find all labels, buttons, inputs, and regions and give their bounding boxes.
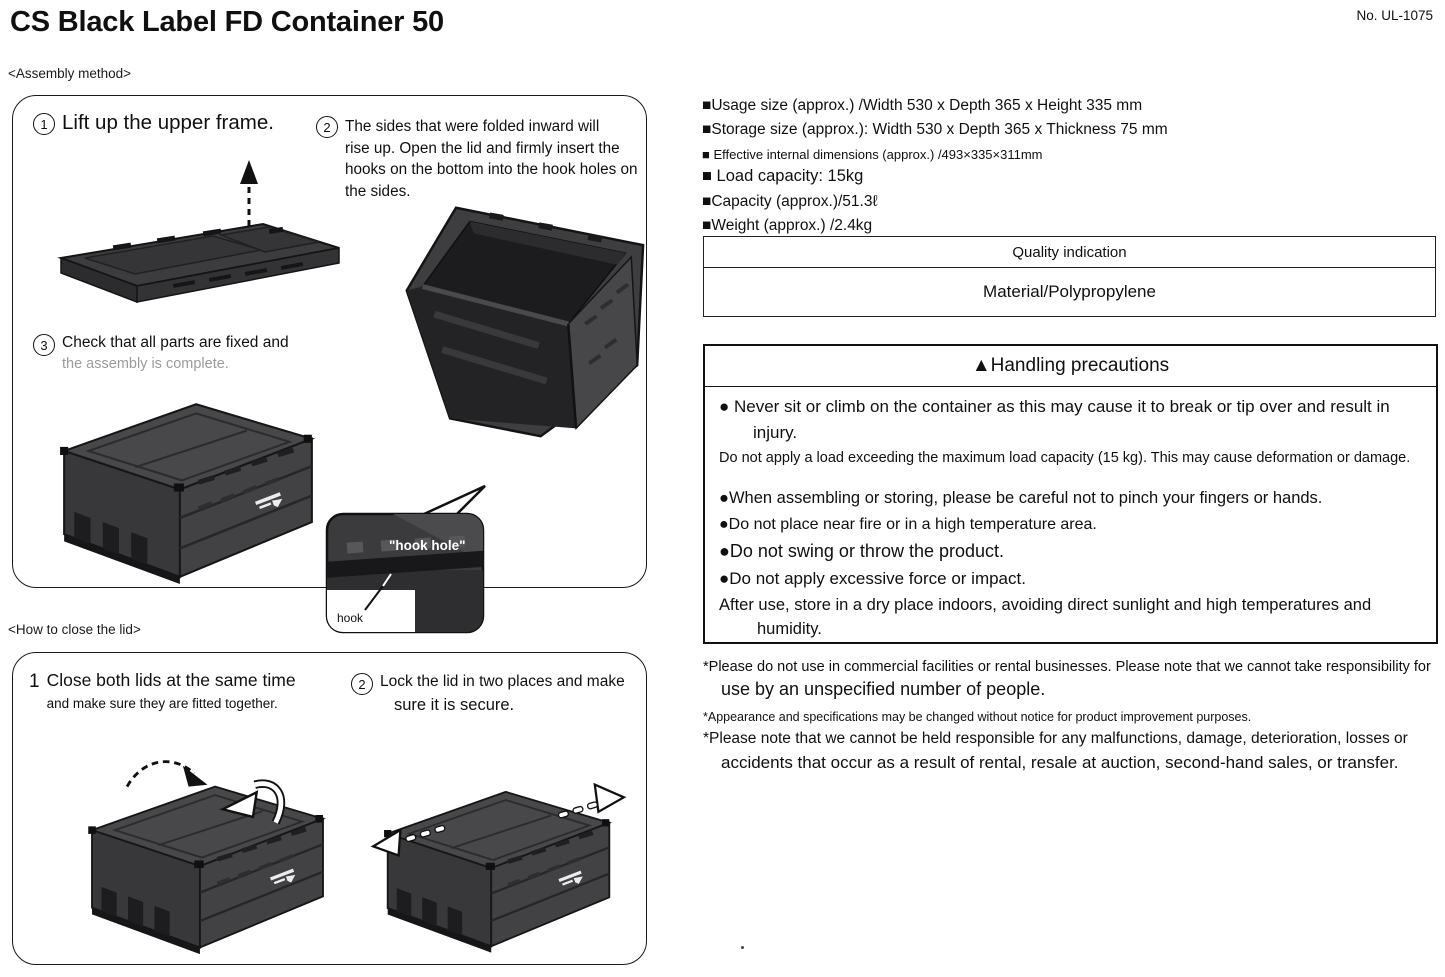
footnotes bbox=[703, 659, 1445, 773]
close-lids-container-image bbox=[75, 741, 340, 959]
step-number-circled: 2 bbox=[351, 673, 373, 695]
spec-list bbox=[702, 90, 1444, 235]
hook-hole-label: "hook hole" bbox=[389, 538, 466, 553]
lid-step-1 bbox=[29, 671, 296, 711]
quality-table-value: Material/Polypropylene bbox=[983, 282, 1156, 301]
spec-internal-dimensions: ■ Effective internal dimensions (approx.) /493×335×311mm bbox=[702, 147, 1043, 162]
footnote: *Please do not use in commercial facilities or rental businesses. Please note that we cannot take responsibility for bbox=[703, 659, 1431, 675]
text-line: rise up. Open the lid and firmly insert the bbox=[345, 139, 620, 157]
precaution-item: ●Do not apply excessive force or impact. bbox=[719, 569, 1026, 588]
assembled-container-image bbox=[43, 388, 333, 586]
hook-label: hook bbox=[337, 611, 364, 625]
quality-table-header: Quality indication bbox=[704, 237, 1435, 268]
footnote: *Please note that we cannot be held responsible for any malfunctions, damage, deterioration, losses or bbox=[703, 730, 1408, 747]
ink-speck bbox=[741, 946, 744, 949]
lid-step-2-text: Lock the lid in two places and make bbox=[380, 673, 625, 690]
quality-table bbox=[703, 236, 1436, 317]
spec-storage-size: ■Storage size (approx.): Width 530 x Depth 365 x Thickness 75 mm bbox=[702, 121, 1168, 138]
page-title: CS Black Label FD Container 50 bbox=[10, 6, 444, 38]
lock-lid-container-image bbox=[371, 741, 626, 959]
folded-container-image bbox=[53, 140, 353, 332]
precaution-item: Do not apply a load exceeding the maximum load capacity (15 kg). This may cause deformation or damage. bbox=[719, 450, 1411, 466]
lid-step-2 bbox=[351, 673, 625, 715]
precautions-body bbox=[705, 387, 1436, 639]
step-number-circled: 2 bbox=[316, 116, 338, 138]
spec-load-capacity: ■ Load capacity: 15kg bbox=[702, 167, 864, 185]
step-number: 1 bbox=[29, 671, 40, 692]
lid-step-1-text: Close both lids at the same time bbox=[46, 670, 296, 690]
step-number-circled: 1 bbox=[33, 113, 55, 135]
precaution-item: After use, store in a dry place indoors, avoiding direct sunlight and high temperatures and bbox=[719, 596, 1372, 614]
lid-step-1-subtext: and make sure they are fitted together. bbox=[46, 696, 278, 711]
hook-callout-image bbox=[323, 384, 495, 625]
assembly-section-label: <Assembly method> bbox=[8, 66, 132, 81]
spec-weight: ■Weight (approx.) /2.4kg bbox=[702, 217, 873, 234]
text-line: The sides that were folded inward will bbox=[345, 118, 600, 135]
precaution-item: ● Never sit or climb on the container as this may cause it to break or tip over and result in bbox=[719, 397, 1390, 416]
text-line: the sides. bbox=[345, 182, 411, 200]
assembly-panel bbox=[12, 95, 647, 625]
slide-arrow-right-icon bbox=[558, 785, 624, 819]
lid-panel bbox=[12, 652, 647, 965]
precautions-title: ▲Handling precautions bbox=[705, 346, 1436, 387]
precaution-item: ●When assembling or storing, please be careful not to pinch your fingers or hands. bbox=[719, 489, 1323, 507]
precaution-item-continued: humidity. bbox=[757, 620, 822, 638]
precaution-item: ●Do not place near fire or in a high temperature area. bbox=[719, 516, 1097, 533]
spec-usage-size: ■Usage size (approx.) /Width 530 x Depth 365 x Height 335 mm bbox=[702, 97, 1143, 114]
document-number: No. UL-1075 bbox=[1356, 8, 1433, 23]
footnote-continued: accidents that occur as a result of rental, resale at auction, second-hand sales, or transfer. bbox=[721, 753, 1399, 772]
lid-step-2-text2: sure it is secure. bbox=[394, 696, 515, 714]
precaution-item-continued: injury. bbox=[753, 423, 798, 442]
footnote: *Appearance and specifications may be changed without notice for product improvement purposes. bbox=[703, 710, 1252, 724]
step-number-circled: 3 bbox=[33, 334, 55, 356]
assembly-step-1-text: Lift up the upper frame. bbox=[62, 111, 274, 134]
assembly-step-1 bbox=[33, 113, 274, 135]
text-line: hooks on the bottom into the hook holes on bbox=[345, 161, 638, 178]
handling-precautions-box bbox=[703, 344, 1438, 644]
precaution-item: ●Do not swing or throw the product. bbox=[719, 541, 1005, 561]
footnote-continued: use by an unspecified number of people. bbox=[721, 679, 1046, 699]
curved-arrow-dashed-icon bbox=[127, 762, 207, 787]
lid-section-label: <How to close the lid> bbox=[8, 622, 141, 637]
assembly-step-3 bbox=[33, 334, 289, 372]
assembly-step-2-text bbox=[345, 116, 638, 202]
assembly-step-3-text2: the assembly is complete. bbox=[62, 356, 229, 372]
assembly-step-2 bbox=[316, 116, 646, 202]
assembly-step-3-text: Check that all parts are fixed and bbox=[62, 334, 289, 351]
spec-capacity: ■Capacity (approx.)/51.3ℓ bbox=[702, 193, 878, 210]
